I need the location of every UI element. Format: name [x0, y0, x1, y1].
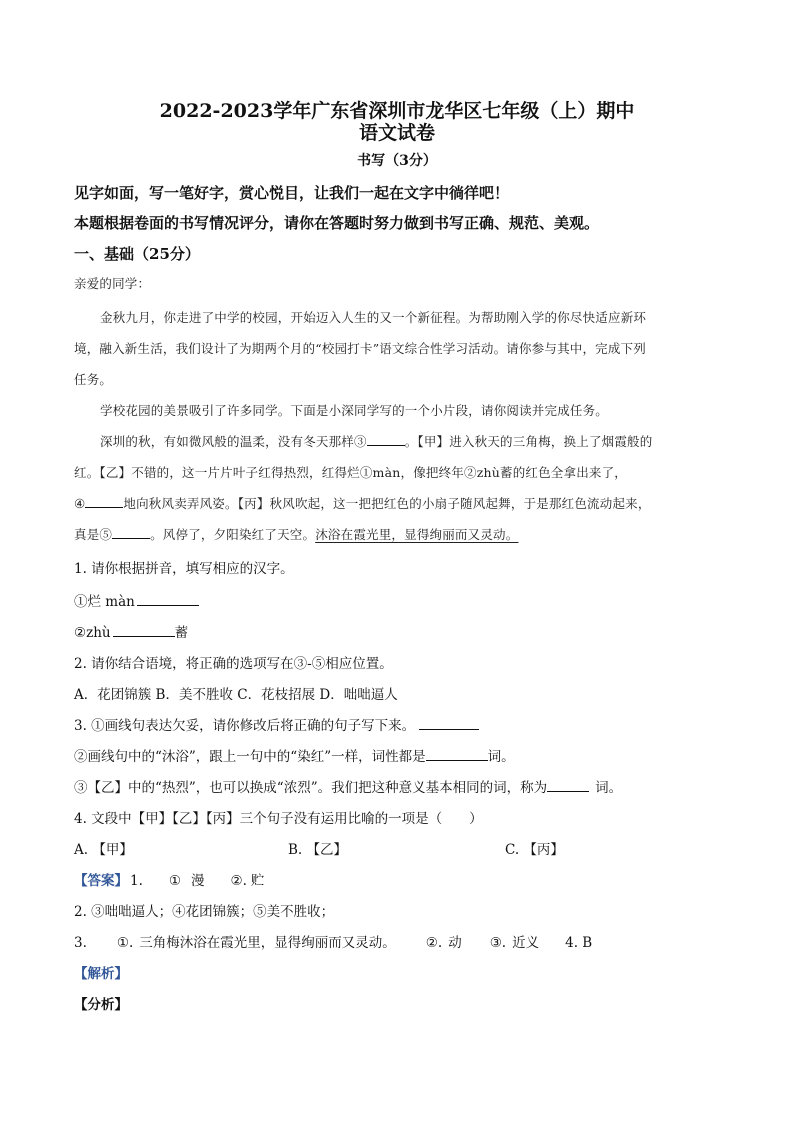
question-3-part2: [74, 745, 515, 765]
answer-line-1: [74, 869, 264, 889]
answer-blank-q3b: [426, 748, 488, 761]
passage-p1-line1: 金秋九月，你走进了中学的校园，开始迈入人生的又一个新征程。为帮助刚入学的你尽快适应新环: [100, 310, 647, 325]
passage-text: 深圳的秋，有如微风般的温柔，没有冬天那样③: [100, 434, 367, 449]
passage-p3-line4: [74, 525, 518, 543]
question-3-part2-suffix: 词。: [487, 749, 515, 765]
question-1-item-a: [74, 590, 199, 610]
question-1-b-label: ②zhù: [74, 625, 111, 641]
passage-p3-line3: [74, 494, 651, 512]
exam-title: 2022-2023学年广东省深圳市龙华区七年级（上）期中: [159, 100, 635, 122]
answer-label: 【答案】: [74, 873, 128, 889]
passage-text: 真是⑤: [74, 527, 113, 542]
answer-3-value-1: 三角梅沐浴在霞光里，显得绚丽而又灵动。: [139, 935, 396, 951]
answer-3-value-2: 动: [448, 935, 462, 951]
writing-instruction: 本题根据卷面的书写情况评分，请你在答题时努力做到书写正确、规范、美观。: [74, 214, 600, 232]
question-2: 2. 请你结合语境，将正确的选项写在③-⑤相应位置。: [74, 656, 393, 672]
passage-text: 。【甲】进入秋天的三角梅，换上了烟霞般的: [404, 434, 653, 449]
passage-p3-line2: 红。【乙】不错的，这一片片叶子红得热烈，红得烂①màn，像把终年②zhù蓄的红色全拿出来了，: [74, 465, 627, 480]
answer-blank-2: [113, 624, 175, 637]
fenxi-label: 【分析】: [74, 997, 128, 1013]
answer-1-number: 1.: [130, 873, 143, 889]
answer-blank-4: [85, 495, 123, 508]
answer-3-marker-2: ②.: [425, 935, 443, 951]
answer-blank-q3c: [547, 779, 589, 792]
passage-p2: 学校花园的美景吸引了许多同学。下面是小深同学写的一个小片段，请你阅读并完成任务。: [100, 403, 609, 418]
section-heading: 一、基础（25分）: [74, 245, 200, 263]
passage-text: 。风停了，夕阳染红了天空。: [150, 527, 316, 542]
question-3-part3-suffix: 词。: [595, 780, 623, 796]
passage-p1-line3: 任务。: [74, 372, 113, 387]
question-3-part1-text: 3. ①画线句表达欠妥，请你修改后将正确的句子写下来。: [74, 718, 416, 734]
passage-text: ④: [74, 496, 86, 511]
answer-1-marker-2: ②.: [230, 873, 247, 889]
answer-line-2: 2. ③咄咄逼人；④花团锦簇；⑤美不胜收；: [74, 904, 335, 920]
question-3-part1: [74, 714, 479, 734]
answer-blank-3: [367, 433, 405, 446]
question-1-a-label: ①烂 màn: [74, 594, 135, 610]
answer-1-value-2: 贮: [250, 873, 265, 889]
underlined-sentence: 沐浴在霞光里，显得绚丽而又灵动。: [315, 527, 519, 542]
question-2-options: A．花团锦簇 B．美不胜收 C．花枝招展 D．咄咄逼人: [74, 687, 398, 703]
answer-line-3: [74, 931, 592, 951]
question-4-option-a: A. 【甲】: [74, 842, 133, 858]
question-4-option-b: B. 【乙】: [288, 842, 348, 858]
passage-text: 地向秋风卖弄风姿。【丙】秋风吹起，这一把把红色的小扇子随风起舞，于是那红色流动起来，: [123, 496, 651, 511]
question-3-part3-text: ③【乙】中的“热烈”，也可以换成“浓烈”。我们把这种意义基本相同的词，称为: [74, 780, 548, 796]
answer-3-marker-3: ③.: [489, 935, 507, 951]
question-4: 4. 文段中【甲】【乙】【丙】三个句子没有运用比喻的一项是（ ）: [74, 811, 483, 827]
writing-intro: 见字如面，写一笔好字，赏心悦目，让我们一起在文字中徜徉吧！: [74, 184, 510, 202]
question-1-b-suffix: 蓄: [174, 625, 189, 641]
answer-1-marker-1: ①: [168, 873, 181, 889]
answer-4: 4. B: [565, 935, 593, 951]
answer-3-number: 3.: [74, 935, 87, 951]
greeting: 亲爱的同学：: [74, 276, 151, 291]
question-4-option-c: C. 【丙】: [505, 842, 564, 858]
passage-p3-line1: [100, 432, 652, 450]
exam-subtitle: 语文试卷: [358, 122, 435, 144]
writing-heading: 书写（3分）: [357, 153, 437, 169]
question-3-part3: [74, 776, 622, 796]
analysis-label: 【解析】: [74, 966, 128, 982]
question-1-item-b: [74, 621, 188, 641]
answer-1-value-1: 漫: [191, 873, 205, 889]
answer-blank-q3a: [419, 717, 479, 730]
answer-blank-1: [137, 593, 199, 606]
question-3-part2-text: ②画线句中的“沐浴”，跟上一句中的“染红”一样，词性都是: [74, 749, 426, 765]
answer-3-value-3: 近义: [512, 935, 540, 951]
answer-3-marker-1: ①.: [116, 935, 134, 951]
passage-p1-line2: 境，融入新生活，我们设计了为期两个月的“校园打卡”语文综合性学习活动。请你参与其中，完成下列: [74, 341, 646, 356]
question-1: 1. 请你根据拼音，填写相应的汉字。: [74, 561, 294, 577]
answer-blank-5: [112, 526, 150, 539]
